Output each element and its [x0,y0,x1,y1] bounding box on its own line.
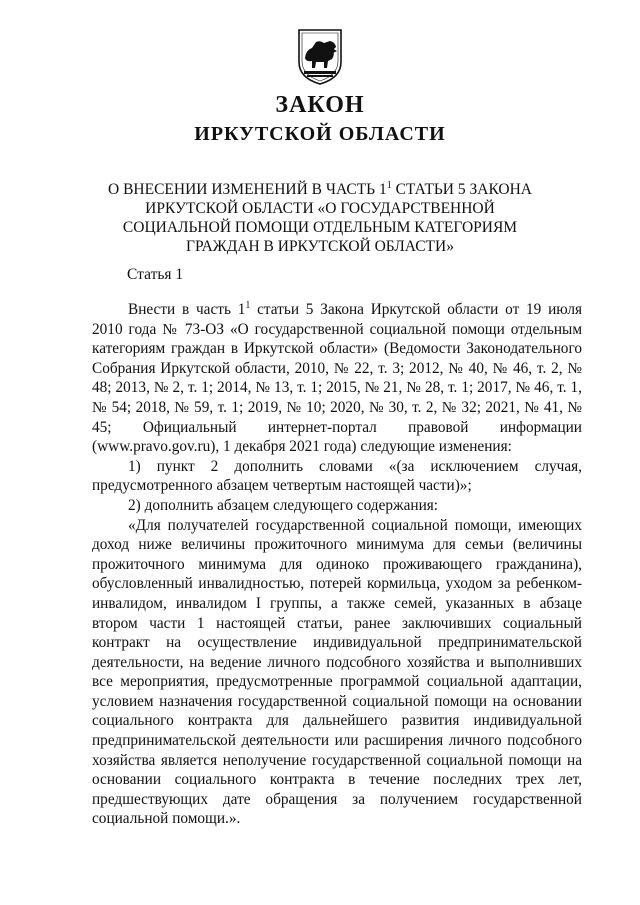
intro-part-2: статьи 5 Закона Иркутской области от 19 июля 2010 года № 73-ОЗ «О государственной социальной помощи отдельным категориям граждан в Иркутской области» (Ведомости Законодательного Собрания Иркутской области, 2010, № 22, т. 3; 2012, № 40, № 46, т. 2, № 48; 2013, № 2, т. 1; 2014, № 13, т. 1; 2015, № 21, № 28, т. 1; 2017, № 46, т. 1, № 54; 2018, № 59, т. 1; 2019, № 10; 2020, № 30, т. 2, № 32; 2021, № 41, № 45; Официальный интернет-портал правовой информации (www.pravo.gov.ru), 1 декабря 2021 года) следующие изменения: [92,301,583,456]
law-title: ЗАКОН [275,92,365,118]
subtitle-part-1: О ВНЕСЕНИИ ИЗМЕНЕНИЙ В ЧАСТЬ 1 [108,181,387,198]
article-body [92,300,582,829]
amendment-item-1: 1) пункт 2 дополнить словами «(за исключением случая, предусмотренного абзацем четвертым настоящей части)»; [92,457,582,495]
intro-superscript: 1 [245,299,251,311]
intro-part-1: Внести в часть 1 [128,301,246,318]
amendment-quote: «Для получателей государственной социальной помощи, имеющих доход ниже величины прожиточного минимума для семьи (величины прожиточного минимума для одиноко проживающего гражданина), обусловленный инвалидностью, потерей кормильца, уходом за ребенком-инвалидом, инвалидом I группы, а также семей, указанных в абзаце втором части 1 настоящей статьи, ранее заключивших социальный контракт на осуществление индивидуальной предпринимательской деятельности, на ведение личного подсобного хозяйства и выполнивших все мероприятия, предусмотренные программой социальной адаптации, условием назначения государственной социальной помощи на основании социального контракта для дальнейшего развития индивидуальной предпринимательской деятельности или расширения личного подсобного хозяйства является неполучение государственной социальной помощи на основании социального контракта в течение последних трех лет, предшествующих дате обращения за получением государственной социальной помощи.». [92,516,582,828]
amendment-item-2: 2) дополнить абзацем следующего содержания: [128,496,439,514]
irkutsk-coat-of-arms-icon [297,28,343,86]
law-subtitle [90,180,550,256]
article-heading: Статья 1 [127,266,184,283]
subtitle-part-2: СТАТЬИ 5 ЗАКОНА ИРКУТСКОЙ ОБЛАСТИ «О ГОСУДАРСТВЕННОЙ СОЦИАЛЬНОЙ ПОМОЩИ ОТДЕЛЬНЫМ КАТЕГОРИЯМ ГРАЖДАН В ИРКУТСКОЙ ОБЛАСТИ» [122,181,532,255]
law-region: ИРКУТСКОЙ ОБЛАСТИ [194,123,446,145]
subtitle-superscript: 1 [386,179,392,191]
article-intro-paragraph [92,300,582,457]
